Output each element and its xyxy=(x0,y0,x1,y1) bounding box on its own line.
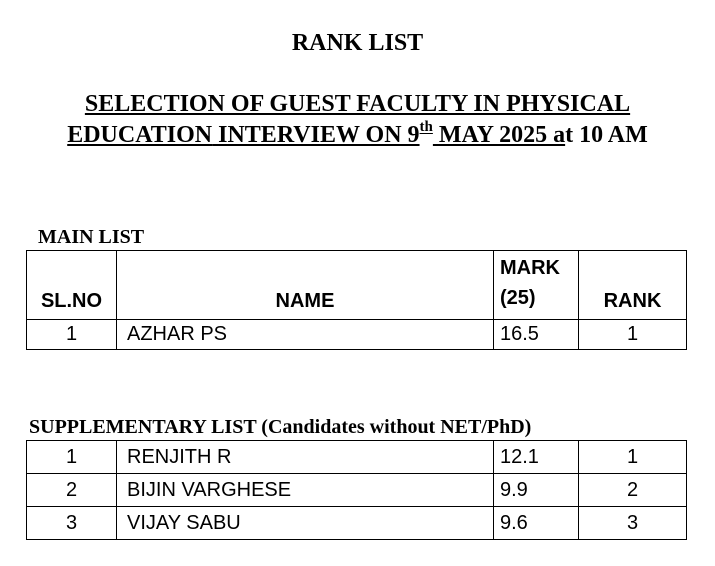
main-list-title: MAIN LIST xyxy=(38,226,145,248)
table-row xyxy=(27,441,687,474)
cell-name: VIJAY SABU xyxy=(117,507,494,540)
cell-mark: 16.5 xyxy=(494,320,579,350)
table-row xyxy=(27,320,687,350)
heading-line-2 xyxy=(0,121,715,149)
cell-rank: 2 xyxy=(579,474,687,507)
cell-rank: 3 xyxy=(579,507,687,540)
header-rank: RANK xyxy=(579,251,687,320)
main-list-table xyxy=(26,250,687,350)
cell-mark: 12.1 xyxy=(494,441,579,474)
cell-slno: 3 xyxy=(27,507,117,540)
header-mark-line-1: MARK xyxy=(500,257,560,279)
cell-slno: 1 xyxy=(27,441,117,474)
header-mark-line-2: (25) xyxy=(500,287,536,309)
table-row xyxy=(27,507,687,540)
cell-mark: 9.9 xyxy=(494,474,579,507)
cell-name: RENJITH R xyxy=(117,441,494,474)
page-title: RANK LIST xyxy=(291,30,424,56)
cell-rank: 1 xyxy=(579,441,687,474)
cell-mark: 9.6 xyxy=(494,507,579,540)
table-header-row xyxy=(27,251,687,320)
table-row xyxy=(27,474,687,507)
header-mark xyxy=(494,251,579,320)
header-slno: SL.NO xyxy=(27,251,117,320)
heading-line-2-part-2: INTERVIEW ON 9 xyxy=(212,122,420,148)
cell-slno: 1 xyxy=(27,320,117,350)
heading-line-2-superscript: th xyxy=(419,119,433,135)
cell-name: AZHAR PS xyxy=(117,320,494,350)
heading-line-2-part-1: EDUCATION xyxy=(67,122,213,148)
heading-line-2-part-4: t 10 AM xyxy=(565,122,648,148)
heading-line-1: SELECTION OF GUEST FACULTY IN PHYSICAL xyxy=(84,91,631,117)
cell-slno: 2 xyxy=(27,474,117,507)
cell-name: BIJIN VARGHESE xyxy=(117,474,494,507)
supplementary-list-title: SUPPLEMENTARY LIST (Candidates without NET/PhD) xyxy=(29,416,532,438)
heading-line-2-part-3: MAY 2025 a xyxy=(432,122,566,148)
cell-rank: 1 xyxy=(579,320,687,350)
supplementary-list-table xyxy=(26,440,687,540)
header-name: NAME xyxy=(117,251,494,320)
